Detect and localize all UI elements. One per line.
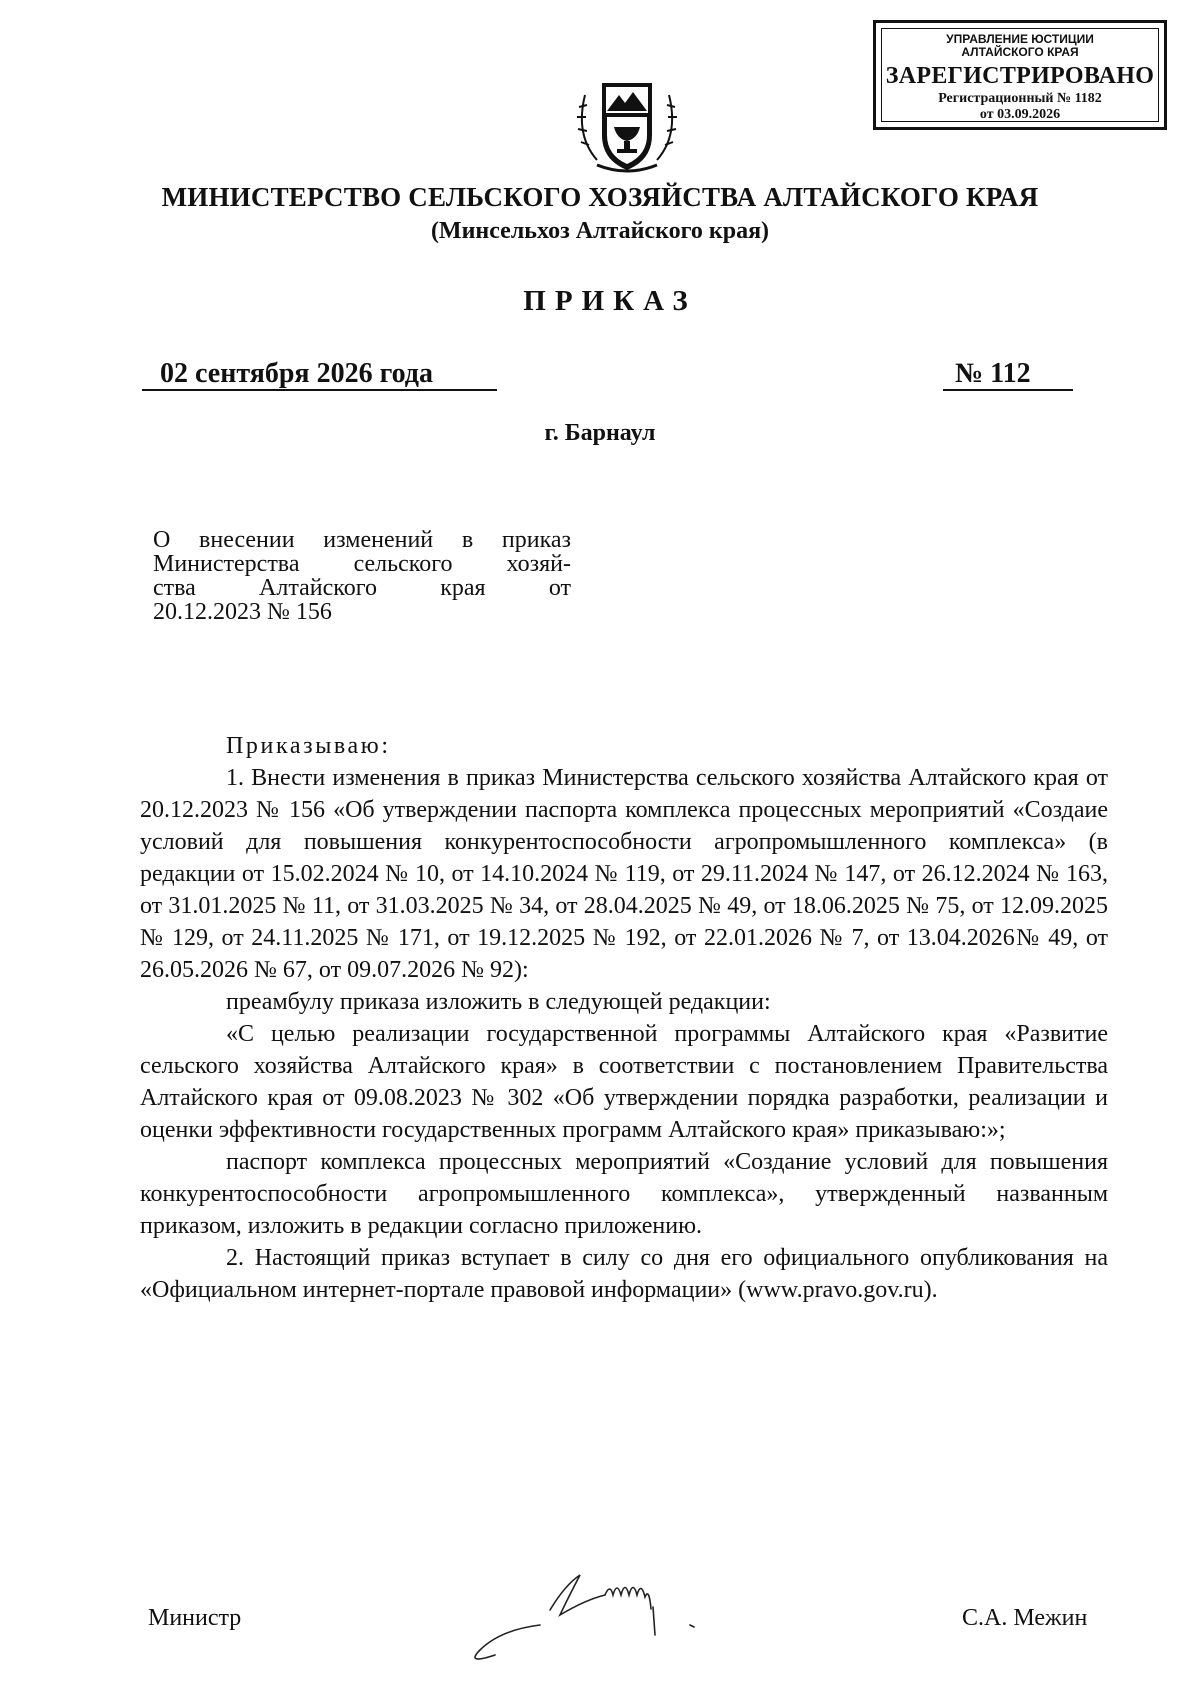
order-body — [140, 730, 1108, 1306]
subject-line: Министерства сельского хозяй- — [153, 551, 571, 577]
paragraph-2: преамбулу приказа изложить в следующей редакции: — [226, 989, 771, 1015]
paragraph-1: 1. Внести изменения в приказ Министерства сельского хозяйства Алтайского края от 20.12.2023 № 156 «Об утверждении паспорта комплекса процессных мероприятий «Создаие условий для повышения конкурентоспособности агропромышленного комплекса» (в редакции от 15.02.2024 № 10, от 14.10.2024 № 119, от 29.11.2024 № 147, от 26.12.2024 № 163, от 31.01.2025 № 11, от 31.03.2025 № 34, от 28.04.2025 № 49, от 18.06.2025 № 75, от 12.09.2025 № 129, от 24.11.2025 № 171, от 19.12.2025 № 192, от 22.01.2026 № 7, от 13.04.2026№ 49, от 26.05.2026 № 67, от 09.07.2026 № 92): — [140, 765, 1108, 983]
paragraph-3: «С целью реализации государственной программы Алтайского края «Развитие сельского хозяйства Алтайского края» в соответствии с постановлением Правительства Алтайского края от 09.08.2023 № 302 «Об утверждении порядка разработки, реализации и оценки эффективности государственных программ Алтайского края» приказываю:»; — [140, 1021, 1108, 1143]
paragraph-5: 2. Настоящий приказ вступает в силу со дня его официального опубликования на «Официальном интернет-портале правовой информации» (www.pravo.gov.ru). — [140, 1245, 1108, 1303]
order-date: 02 сентября 2026 года — [142, 358, 497, 391]
order-word: Приказываю: — [226, 733, 391, 759]
stamp-org-line1: УПРАВЛЕНИЕ ЮСТИЦИИ — [946, 32, 1094, 46]
handwritten-signature-icon — [455, 1555, 755, 1675]
stamp-status: ЗАРЕГИСТРИРОВАНО — [885, 63, 1155, 89]
subject-line: ства Алтайского края от — [153, 575, 571, 601]
signer-title: Министр — [148, 1605, 242, 1631]
order-subject — [153, 528, 571, 624]
ministry-name: МИНИСТЕРСТВО СЕЛЬСКОГО ХОЗЯЙСТВА АЛТАЙСКОГО КРАЯ — [161, 182, 1039, 212]
subject-line: О внесении изменений в приказ — [153, 527, 571, 553]
stamp-reg-number: Регистрационный № 1182 — [938, 91, 1102, 106]
stamp-org-line2: АЛТАЙСКОГО КРАЯ — [961, 45, 1079, 59]
city: г. Барнаул — [544, 420, 656, 446]
order-number: № 112 — [943, 358, 1073, 391]
stamp-org — [882, 33, 1158, 59]
coat-of-arms-icon — [567, 65, 687, 185]
signer-name: С.А. Межин — [962, 1605, 1088, 1631]
stamp-inner-frame — [881, 28, 1159, 122]
stamp-reg-date: от 03.09.2026 — [979, 107, 1061, 122]
paragraph-4: паспорт комплекса процессных мероприятий «Создание условий для повышения конкурентоспособности агропромышленного комплекса», утвержденный названным приказом, изложить в редакции согласно приложению. — [140, 1149, 1108, 1239]
document-type: ПРИКАЗ — [523, 285, 697, 317]
subject-line: 20.12.2023 № 156 — [153, 599, 332, 625]
registration-stamp — [873, 20, 1167, 130]
ministry-short-name: (Минсельхоз Алтайского края) — [430, 218, 770, 244]
